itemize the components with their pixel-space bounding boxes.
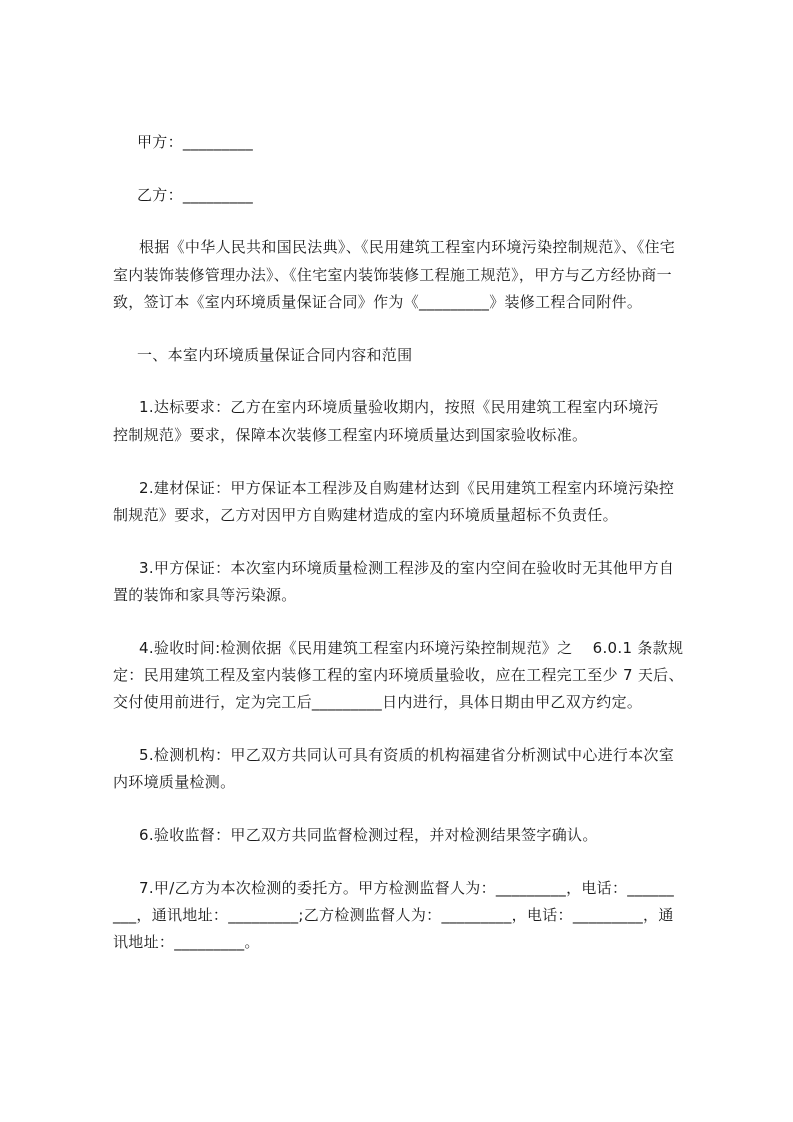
intro-paragraph-line-3: 致，签订本《室内环境质量保证合同》作为《_________》装修工程合同附件。 bbox=[113, 293, 643, 311]
item-2-line-1: 2.建材保证：甲方保证本工程涉及自购建材达到《民用建筑工程室内环境污染控 bbox=[139, 479, 675, 497]
party-a-line: 甲方：_________ bbox=[137, 133, 254, 151]
item-5-line-2: 内环境质量检测。 bbox=[113, 773, 236, 791]
item-2-line-2: 制规范》要求，乙方对因甲方自购建材造成的室内环境质量超标不负责任。 bbox=[113, 506, 618, 524]
item-3-line-1: 3.甲方保证：本次室内环境质量检测工程涉及的室内空间在验收时无其他甲方自 bbox=[139, 559, 675, 577]
item-7-line-2: ___，通讯地址：_________;乙方检测监督人为：_________，电话：_________，通 bbox=[113, 906, 674, 924]
item-5-line-1: 5.检测机构：甲乙双方共同认可具有资质的机构福建省分析测试中心进行本次室 bbox=[139, 746, 675, 764]
intro-paragraph-line-2: 室内装饰装修管理办法》、《住宅室内装饰装修工程施工规范》，甲方与乙方经协商一 bbox=[113, 266, 672, 284]
item-4-line-3: 交付使用前进行，定为完工后_________日内进行，具体日期由甲乙双方约定。 bbox=[113, 693, 643, 711]
item-4-line-2: 定：民用建筑工程及室内装修工程的室内环境质量验收，应在工程完工至少 7 天后、 bbox=[113, 666, 684, 684]
party-b-line: 乙方：_________ bbox=[137, 186, 254, 204]
item-1-line-2: 控制规范》要求，保障本次装修工程室内环境质量达到国家验收标准。 bbox=[113, 426, 588, 444]
section-heading: 一、本室内环境质量保证合同内容和范围 bbox=[137, 346, 413, 364]
item-1-line-1: 1.达标要求：乙方在室内环境质量验收期内，按照《民用建筑工程室内环境污 bbox=[139, 398, 659, 416]
item-3-line-2: 置的装饰和家具等污染源。 bbox=[113, 586, 297, 604]
item-7-line-3: 讯地址：_________。 bbox=[113, 933, 260, 951]
item-4-line-1: 4.验收时间:检测依据《民用建筑工程室内环境污染控制规范》之 6.0.1 条款规 bbox=[139, 639, 684, 657]
intro-paragraph-line-1: 根据《中华人民共和国民法典》、《民用建筑工程室内环境污染控制规范》、《住宅 bbox=[139, 238, 676, 256]
item-6-line-1: 6.验收监督：甲乙双方共同监督检测过程，并对检测结果签字确认。 bbox=[139, 826, 598, 844]
item-7-line-1: 7.甲/乙方为本次检测的委托方。甲方检测监督人为：_________，电话：______ bbox=[139, 879, 675, 897]
